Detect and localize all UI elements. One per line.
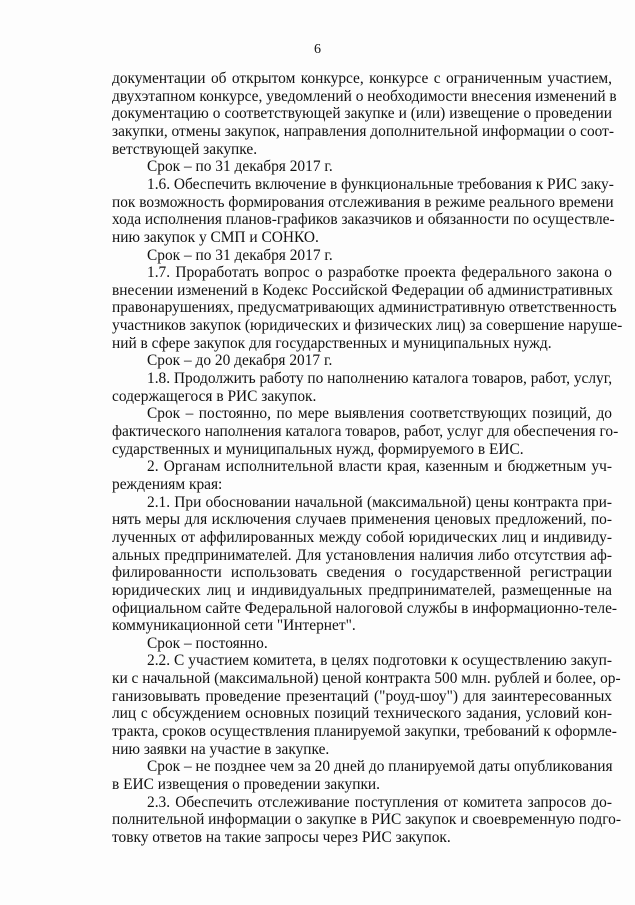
- text-line: тракта, сроков осуществления планируемой закупки, требований к оформле-: [112, 723, 617, 740]
- text-line: ний в сфере закупок для государственных и муниципальных нужд.: [112, 334, 552, 352]
- text-line: нять меры для исключения случаев применения ценовых предложений, по-: [112, 511, 612, 529]
- text-line: двухэтапном конкурсе, уведомлений о необходимости внесения изменений в: [112, 87, 617, 105]
- text-line: содержащегося в РИС закупок.: [112, 387, 317, 405]
- text-line: коммуникационной сети "Интернет".: [112, 617, 356, 635]
- text-line: документацию о соответствующей закупке и (или) извещение о проведении: [112, 105, 612, 123]
- text-line: 2.2. С участием комитета, в целях подготовки к осуществлению закуп-: [147, 652, 612, 670]
- text-line: Срок – до 20 декабря 2017 г.: [147, 352, 333, 370]
- text-line: Срок – не позднее чем за 20 дней до планируемой даты опубликования: [147, 758, 613, 776]
- text-line: правонарушениях, предусматривающих административную ответственность: [112, 299, 617, 317]
- text-line: фактического наполнения каталога товаров, работ, услуг для обеспечения го-: [112, 423, 619, 440]
- text-line: нию заявки на участие в закупке.: [112, 740, 330, 758]
- text-line: ветствующей закупке.: [112, 140, 258, 158]
- text-line: реждениям края:: [112, 475, 223, 493]
- text-line: в ЕИС извещения о проведении закупки.: [112, 776, 381, 793]
- text-line: закупки, отмены закупок, направления дополнительной информации о соот-: [112, 122, 615, 140]
- text-line: 2. Органам исполнительной власти края, казенным и бюджетным уч-: [147, 458, 612, 476]
- text-line: 1.7. Проработать вопрос о разработке проекта федерального закона о: [147, 264, 612, 282]
- text-line: полнительной информации о закупке в РИС закупок и своевременную подго-: [112, 811, 621, 829]
- text-line: участников закупок (юридических и физических лиц) за совершение наруше-: [112, 317, 623, 335]
- text-line: 1.6. Обеспечить включение в функциональные требования к РИС заку-: [147, 175, 614, 193]
- text-line: хода исполнения планов-графиков заказчиков и обязанности по осуществле-: [112, 211, 615, 229]
- page-number: 6: [314, 42, 321, 57]
- text-line: Срок – по 31 декабря 2017 г.: [147, 158, 333, 176]
- text-line: 1.8. Продолжить работу по наполнению каталога товаров, работ, услуг,: [147, 370, 613, 387]
- text-line: 2.1. При обосновании начальной (максимальной) цены контракта при-: [147, 493, 612, 511]
- text-line: нию закупок у СМП и СОНКО.: [112, 228, 319, 246]
- text-line: лиц с обсуждением основных позиций технического задания, условий кон-: [112, 705, 612, 723]
- text-line: ганизовывать проведение презентаций ("роуд-шоу") для заинтересованных: [112, 687, 612, 705]
- text-line: официальном сайте Федеральной налоговой службы в информационно-теле-: [112, 599, 618, 617]
- text-line: ки с начальной (максимальной) ценой контракта 500 млн. рублей и более, ор-: [112, 670, 621, 688]
- text-line: товку ответов на такие запросы через РИС закупок.: [112, 828, 451, 846]
- text-line: Срок – по 31 декабря 2017 г.: [147, 246, 333, 264]
- text-line: внесении изменений в Кодекс Российской Федерации об административных: [112, 281, 613, 299]
- text-line: альных предпринимателей. Для установления наличия либо отсутствия аф-: [112, 546, 612, 564]
- text-line: филированности использовать сведения о государственной регистрации: [112, 564, 612, 582]
- text-line: сударственных и муниципальных нужд, формируемого в ЕИС.: [112, 440, 524, 458]
- text-line: юридических лиц и индивидуальных предпринимателей, размещенные на: [112, 581, 612, 599]
- text-line: пок возможность формирования отслеживания в режиме реального времени: [112, 193, 614, 211]
- text-line: лученных от аффилированных между собой юридических лиц и индивиду-: [112, 528, 612, 546]
- text-line: Срок – постоянно, по мере выявления соответствующих позиций, до: [147, 405, 612, 423]
- text-line: документации об открытом конкурсе, конкурсе с ограниченным участием,: [112, 70, 612, 87]
- text-line: 2.3. Обеспечить отслеживание поступления от комитета запросов до-: [147, 793, 612, 811]
- text-line: Срок – постоянно.: [147, 634, 268, 652]
